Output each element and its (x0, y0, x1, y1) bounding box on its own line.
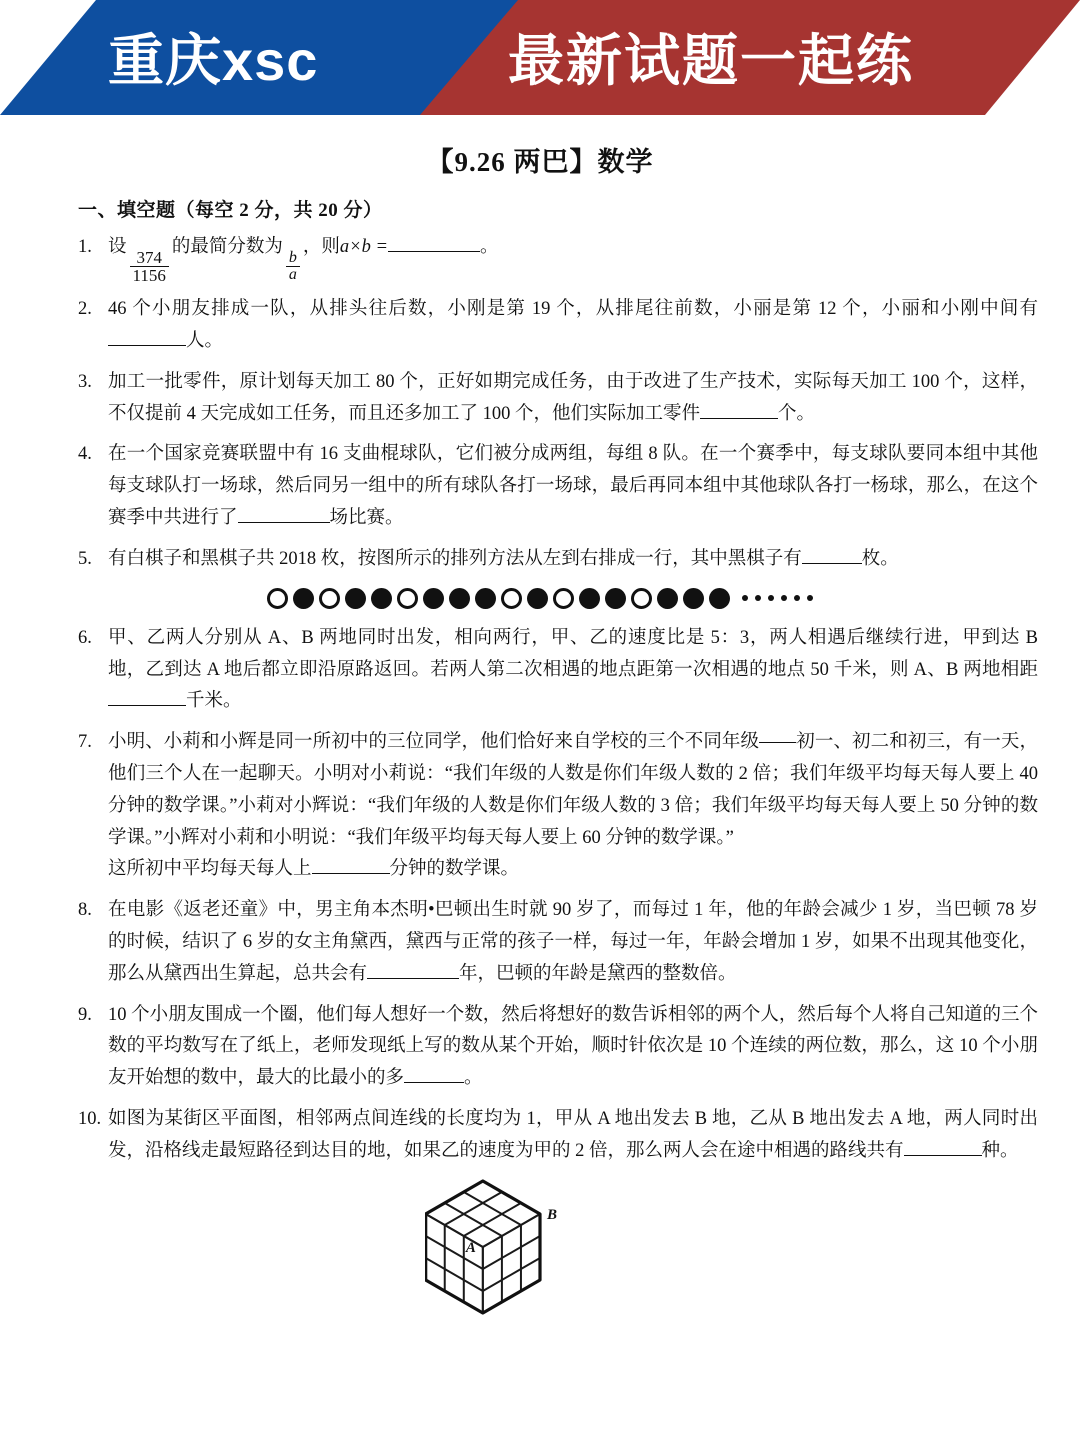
answer-blank[interactable] (802, 563, 862, 564)
fraction-denominator: a (286, 266, 300, 284)
q7-line2-pre: 这所初中平均每天每人上 (108, 859, 312, 880)
q3-line2: 个。 (778, 403, 816, 424)
question-list (28, 232, 1052, 1168)
q1-part1: 设 (108, 237, 127, 257)
page-title: 【9.26 两巴】数学 (426, 147, 654, 177)
street-grid-figure (28, 1177, 1052, 1317)
q6-line1: 甲、乙两人分别从 A、B 两地同时出发，相向两行，甲、乙的速度比是 5：3，两人相遇后继续行进，甲到达 B 地，乙到达 A 地后都立即沿原路返回。若两人第二次相遇的地点距第一次相遇的地点 50 千米，则 A、B 两地相距 (108, 627, 1038, 680)
answer-blank[interactable] (700, 418, 778, 419)
question-number: 10. (78, 1109, 102, 1130)
q10-line2: 种。 (981, 1140, 1019, 1161)
black-stone (709, 588, 730, 609)
question-number: 1. (78, 237, 92, 257)
white-stone (631, 588, 652, 609)
question-item (28, 727, 1052, 886)
ellipsis-dot (768, 595, 774, 601)
q4-line2: 场比赛。 (329, 508, 404, 529)
sequence-ellipsis (742, 595, 813, 601)
worksheet-page (0, 140, 1080, 1317)
black-stone (683, 588, 704, 609)
q9-line2: 。 (464, 1068, 483, 1089)
question-item (28, 439, 1052, 534)
q2-line2: 人。 (186, 331, 224, 352)
question-number: 8. (78, 900, 92, 921)
section-heading: 一、填空题（每空 2 分，共 20 分） (78, 200, 383, 221)
black-stone (527, 588, 548, 609)
black-stone (371, 588, 392, 609)
q1-part2: 的最简分数为 (171, 237, 283, 257)
question-text (108, 232, 1038, 285)
question-item (28, 232, 1052, 285)
black-stone (475, 588, 496, 609)
question-item (28, 367, 1052, 431)
black-stone (449, 588, 470, 609)
question-text (108, 439, 1038, 534)
q2-line1: 46 个小朋友排成一队，从排头往后数，小刚是第 19 个，从排尾往前数，小丽是第 12 个，小丽和小刚中间有 (108, 299, 1038, 320)
answer-blank[interactable] (238, 522, 330, 523)
ellipsis-dot (742, 595, 748, 601)
q8-line2: 年，巴顿的年龄是黛西的整数倍。 (459, 963, 737, 984)
question-text (108, 623, 1038, 718)
white-stone (553, 588, 574, 609)
q6-line2: 千米。 (186, 691, 242, 712)
white-stone (397, 588, 418, 609)
question-number: 7. (78, 732, 92, 753)
question-item (28, 544, 1052, 576)
ellipsis-dot (807, 595, 813, 601)
header-banner (0, 0, 1080, 118)
banner-red-label: 最新试题一起练 (508, 29, 914, 92)
q7-line2-post: 分钟的数学课。 (389, 859, 520, 880)
question-text (108, 1000, 1038, 1095)
white-stone (501, 588, 522, 609)
question-text (108, 367, 1038, 431)
question-number: 4. (78, 444, 92, 465)
black-stone (605, 588, 626, 609)
answer-blank[interactable] (388, 251, 480, 252)
black-stone (657, 588, 678, 609)
vertex-label-a: A (465, 1239, 476, 1256)
fraction-numerator: 374 (136, 247, 162, 267)
question-number: 2. (78, 299, 92, 320)
checker-sequence-figure (28, 588, 1052, 609)
question-item (28, 1104, 1052, 1168)
isometric-cube-diagram (425, 1177, 655, 1317)
black-stone (293, 588, 314, 609)
ellipsis-dot (755, 595, 761, 601)
answer-blank[interactable] (108, 705, 186, 706)
question-text (108, 294, 1038, 358)
question-item (28, 895, 1052, 990)
q10-line1: 如图为某街区平面图，相邻两点间连线的长度均为 1，甲从 A 地出发去 B 地，乙从 B 地出发去 A 地，两人同时出发，沿格线走最短路径到达目的地，如果乙的速度为甲的 2 倍，那么两人会在途中相遇的路线共有 (108, 1109, 1038, 1161)
fraction-b-a (286, 250, 300, 285)
question-number: 9. (78, 1004, 92, 1025)
answer-blank[interactable] (367, 978, 459, 979)
question-text (108, 544, 1038, 576)
answer-blank[interactable] (404, 1082, 464, 1083)
q9-line1: 10 个小朋友围成一个圈，他们每人想好一个数，然后将想好的数告诉相邻的两个人，然后每个人将自己知道的三个数的平均数写在了纸上，老师发现纸上写的数从某个开始，顺时针依次是 10 个连续的两位数，那么，这 10 个小朋友开始想的数中，最大的比最小的多 (108, 1004, 1038, 1089)
question-item (28, 294, 1052, 358)
banner-blue-label: 重庆xsc (108, 29, 319, 92)
q3-line1: 加工一批零件，原计划每天加工 80 个，正好如期完成任务，由于改进了生产技术，实际每天加工 100 个，这样，不仅提前 4 天完成如工任务，而且还多加工了 100 个，他们实际加工零件 (108, 371, 1038, 424)
black-stone (345, 588, 366, 609)
q1-part3: ，则 (302, 237, 340, 257)
question-number: 5. (78, 548, 92, 569)
question-text (108, 727, 1038, 886)
vertex-label-b: B (546, 1206, 558, 1223)
black-stone (423, 588, 444, 609)
q7-line2 (108, 854, 1038, 886)
question-item (28, 623, 1052, 718)
black-stone (579, 588, 600, 609)
white-stone (267, 588, 288, 609)
q4-line1: 在一个国家竞赛联盟中有 16 支曲棍球队，它们被分成两组，每组 8 队。在一个赛季中，每支球队要同本组中其他每支球队打一场球，然后同另一组中的所有球队各打一场球，最后再同本组中其他球队各打一杨球，那么，在这个赛季中共进行了 (108, 444, 1038, 529)
question-number: 6. (78, 627, 92, 648)
q5-line1: 有白棋子和黑棋子共 2018 枚，按图所示的排列方法从左到右排成一行，其中黑棋子有 (108, 548, 802, 569)
ellipsis-dot (794, 595, 800, 601)
answer-blank[interactable] (312, 873, 390, 874)
ellipsis-dot (781, 595, 787, 601)
question-item (28, 1000, 1052, 1095)
answer-blank[interactable] (904, 1155, 982, 1156)
answer-blank[interactable] (108, 345, 186, 346)
q7-line1: 小明、小莉和小辉是同一所初中的三位同学，他们恰好来自学校的三个不同年级——初一、初二和初三，有一天，他们三个人在一起聊天。小明对小莉说：“我们年级的人数是你们年级人数的 2 倍；我们年级平均每天每人要上 40 分钟的数学课。”小莉对小辉说：“我们年级的人数是你们年级人数的 3 倍；我们年级平均每天每人要上 50 分钟的数学课。”小辉对小莉和小明说：“我们年级平均每天每人要上 60 分钟的数学课。” (108, 732, 1038, 848)
q1-part4: 。 (480, 237, 499, 257)
white-stone (319, 588, 340, 609)
question-text (108, 1104, 1038, 1168)
question-text (108, 895, 1038, 990)
q8-line1: 在电影《返老还童》中，男主角本杰明•巴顿出生时就 90 岁了，而每过 1 年，他的年龄会减少 1 岁，当巴顿 78 岁的时候，结识了 6 岁的女主角黛西，黛西与正常的孩子一样，每过一年，年龄会增加 1 岁，如果不出现其他变化，那么从黛西出生算起，总共会有 (108, 900, 1038, 984)
question-number: 3. (78, 371, 92, 392)
fraction-denominator: 1156 (130, 266, 169, 285)
fraction-numerator: b (288, 248, 297, 266)
fraction-374-1156 (130, 249, 169, 286)
q1-expression: a×b = (339, 237, 389, 257)
q5-line2: 枚。 (861, 548, 899, 569)
